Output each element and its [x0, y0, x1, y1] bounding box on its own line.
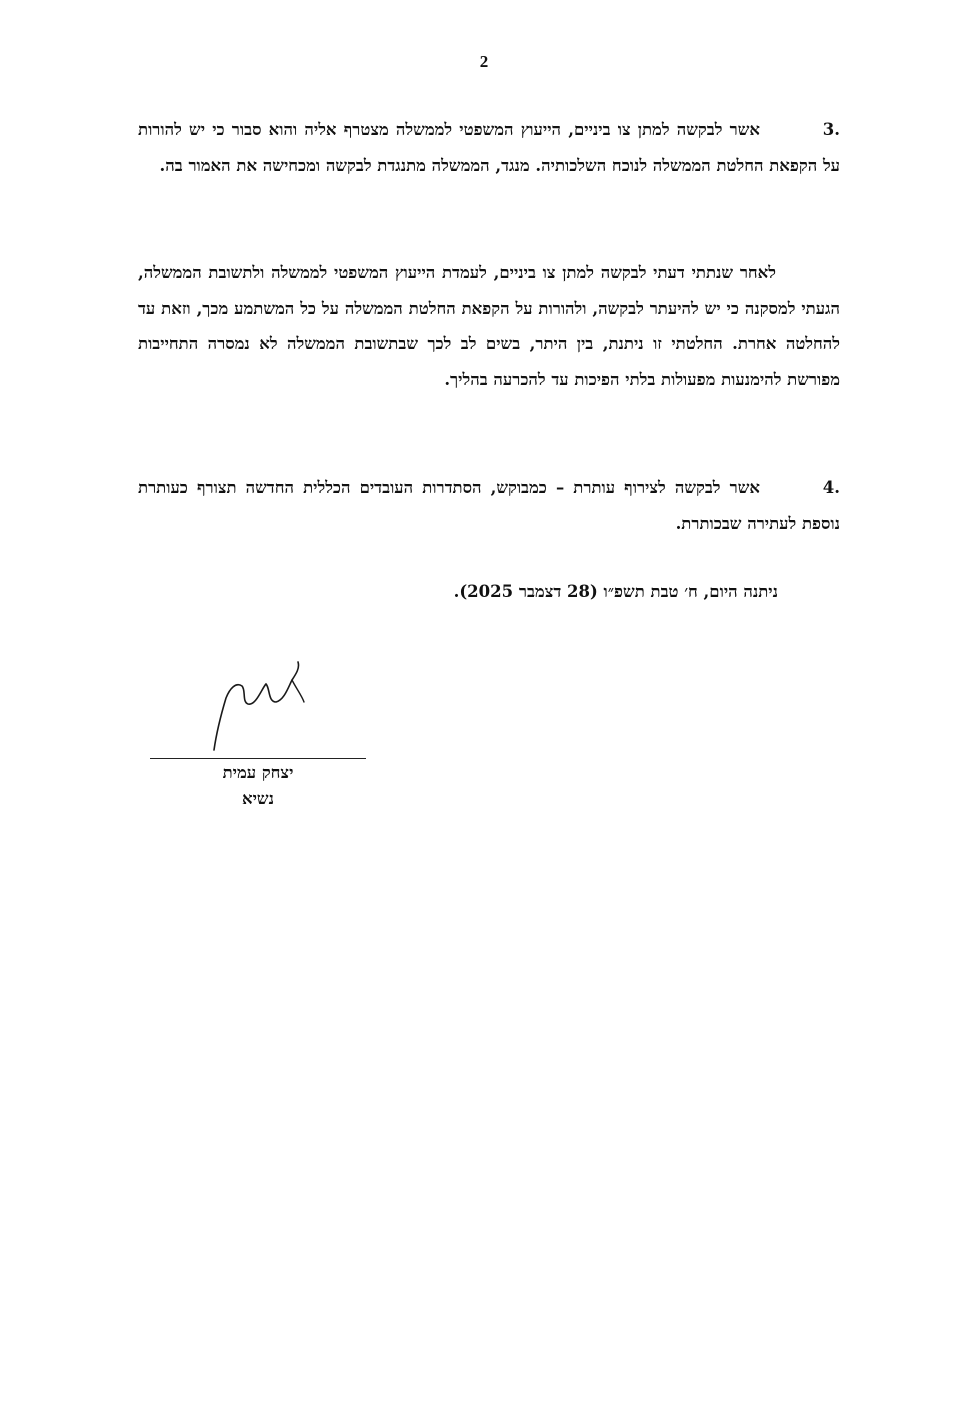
- paragraph-3-number: .3: [822, 120, 840, 139]
- signer-title: נשיא: [242, 789, 274, 808]
- paragraph-decision: [138, 255, 840, 397]
- paragraph-4: [138, 470, 840, 541]
- issue-date-line: ניתנה היום, ח׳ טבת תשפ״ו (28 דצמבר 2025).: [453, 582, 778, 601]
- signer-name: יצחק עמית: [222, 763, 294, 782]
- paragraph-3: [138, 112, 840, 183]
- paragraph-4-number: .4: [822, 478, 840, 497]
- page-number: 2: [479, 52, 489, 71]
- signature-line: [150, 758, 366, 759]
- paragraph-decision-text: לאחר שנתתי דעתי לבקשה למתן צו ביניים, לעמדת הייעוץ המשפטי לממשלה ולתשובת הממשלה, הגעתי למסקנה כי יש להיעתר לבקשה, ולהורות על הקפאת החלטת הממשלה על כל המשתמע מכך, וזאת עד להחלטה אחרת. החלטתי זו ניתנת, בין היתר, בשים לב לכך שבתשובת הממשלה לא נמסרה התחייבות מפורשת להימנעות מפעולות בלתי הפיכות עד להכרעה בהליך.: [138, 263, 840, 389]
- handwritten-signature: [196, 658, 316, 754]
- paragraph-4-text: אשר לבקשה לצירוף עותרת – כמבוקש, הסתדרות העובדים הכללית החדשה תצורף כעותרת נוספת לעתירה שבכותרת.: [138, 478, 840, 533]
- paragraph-3-text: אשר לבקשה למתן צו ביניים, הייעוץ המשפטי לממשלה מצטרף אליה והוא סבור כי יש להורות על הקפאת החלטת הממשלה לנוכח השלכותיה. מנגד, הממשלה מתנגדת לבקשה ומכחישה את האמור בה.: [138, 120, 840, 175]
